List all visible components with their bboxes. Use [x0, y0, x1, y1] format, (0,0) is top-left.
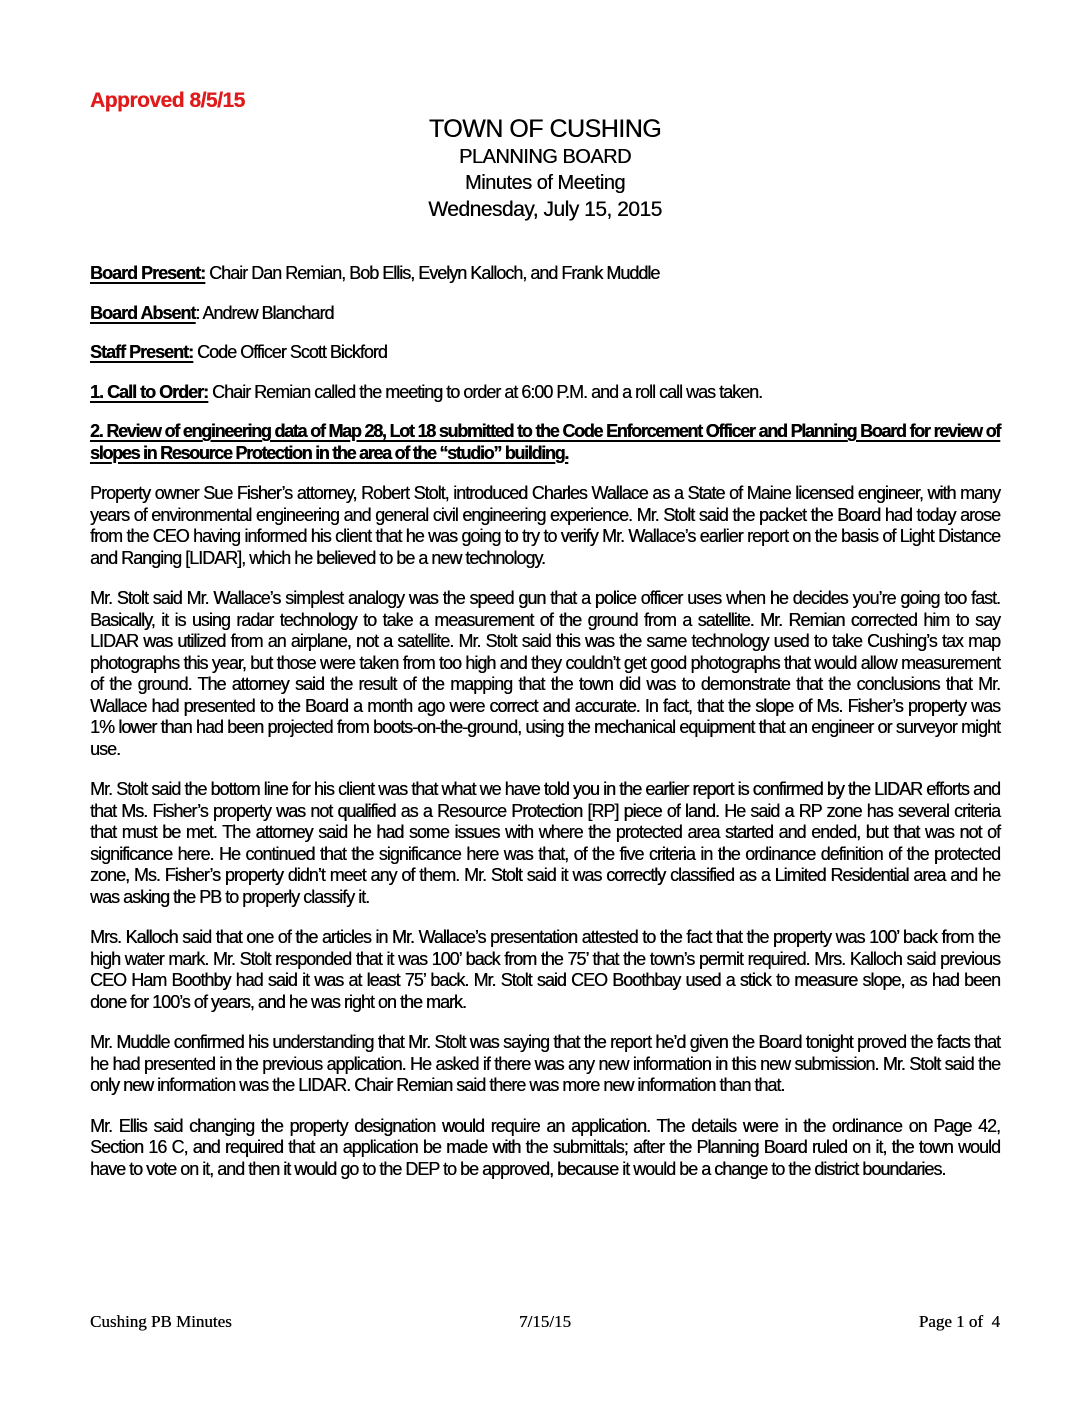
- body-paragraph-4: Mrs. Kalloch said that one of the articles in Mr. Wallace’s presentation attested to the fact that the property was 100’ back from the high water mark. Mr. Stolt responded that it was 100’ back from the 75’ that the town’s permit required. Mrs. Kalloch said previous CEO Ham Boothby had said it was at least 75’ back. Mr. Stolt said CEO Boothbay used a stick to measure slope, as had been done for 100’s of years, and he was right on the mark.: [90, 927, 1000, 1012]
- roster-text-board-present: Chair Dan Remian, Bob Ellis, Evelyn Kalloch, and Frank Muddle: [209, 263, 660, 283]
- doc-title: TOWN OF CUSHING: [428, 115, 662, 143]
- roster-text-staff-present: Code Officer Scott Bickford: [197, 342, 387, 362]
- footer-doc-name: Cushing PB Minutes: [90, 1312, 232, 1331]
- roster-row-board-present: [90, 263, 1000, 285]
- footer-page-number: Page 1 of 4: [918, 1312, 1000, 1331]
- roster-row-staff-present: [90, 342, 1000, 364]
- roster-separator: :: [195, 302, 203, 323]
- footer-date: 7/15/15: [519, 1312, 571, 1331]
- agenda-item-1: [90, 382, 1000, 404]
- page-footer: [90, 1312, 1000, 1332]
- doc-subtitle-minutes: Minutes of Meeting: [465, 172, 625, 194]
- body-paragraph-5: Mr. Muddle confirmed his understanding that Mr. Stolt was saying that the report he’d given the Board tonight proved the facts that he had presented in the previous application. He asked if there was any new information in this new submission. Mr. Stolt said the only new information was the LIDAR. Chair Remian said there was more new information than that.: [90, 1032, 1000, 1095]
- approved-stamp: Approved 8/5/15: [90, 89, 245, 112]
- roster-text-board-absent: Andrew Blanchard: [202, 302, 334, 323]
- title-block: [90, 114, 1000, 223]
- doc-subtitle-board: PLANNING BOARD: [459, 146, 631, 168]
- agenda-item-1-heading: 1. Call to Order:: [90, 381, 209, 402]
- body-paragraph-2: Mr. Stolt said Mr. Wallace’s simplest analogy was the speed gun that a police officer uses when he decides you’re going too fast. Basically, it is using radar technology to take a measurement of the ground from a satellite. Mr. Remian corrected him to say LIDAR was utilized from an airplane, not a satellite. Mr. Stolt said this was the same technology used to take Cushing’s tax map photographs this year, but those were taken from too high and they couldn’t get good photographs that would allow measurement of the ground. The attorney said the result of the mapping that the town did was to demonstrate that the conclusions that Mr. Wallace had presented to the Board a month ago were correct and accurate. In fact, that the slope of Ms. Fisher’s property was 1% lower than had been projected from boots-on-the-ground, using the mechanical equipment that an engineer or surveyor might use.: [90, 588, 1000, 759]
- body-paragraph-1: Property owner Sue Fisher’s attorney, Robert Stolt, introduced Charles Wallace as a State of Maine licensed engineer, with many years of environmental engineering and general civil engineering experience. Mr. Stolt said the packet the Board had today arose from the CEO having informed his client that he was going to try to verify Mr. Wallace’s earlier report on the basis of Light Distance and Ranging [LIDAR], which he believed to be a new technology.: [90, 483, 1000, 568]
- roster-label-board-present: Board Present:: [90, 263, 206, 283]
- doc-meeting-date: Wednesday, July 15, 2015: [428, 198, 662, 221]
- body-paragraph-3: Mr. Stolt said the bottom line for his client was that what we have told you in the earlier report is confirmed by the LIDAR efforts and that Ms. Fisher’s property was not qualified as a Resource Protection [RP] piece of land. He said a RP zone has several criteria that must be met. The attorney said he had some issues with where the protected area started and ended, but that was not of significance here. He continued that the significance here was that, of the five criteria in the ordinance definition of the protected zone, Ms. Fisher’s property didn’t meet any of them. Mr. Stolt said it was correctly classified as a Limited Residential area and he was asking the PB to properly classify it.: [90, 779, 1000, 907]
- agenda-item-1-text: Chair Remian called the meeting to order at 6:00 P.M. and a roll call was taken.: [212, 381, 763, 402]
- agenda-item-2-heading: 2. Review of engineering data of Map 28, Lot 18 submitted to the Code Enforcement Officer and Planning Board for review of slopes in Resource Protection in the area of the “studio” building.: [90, 421, 1000, 463]
- body-paragraph-6: Mr. Ellis said changing the property designation would require an application. The details were in the ordinance on Page 42, Section 16 C, and required that an application be made with the submittals; after the Planning Board ruled on it, the town would have to vote on it, and then it would go to the DEP to be approved, because it would be a change to the district boundaries.: [90, 1115, 1000, 1179]
- roster-row-board-absent: [90, 303, 1000, 325]
- roster-label-board-absent: Board Absent: [90, 302, 196, 323]
- roster-label-staff-present: Staff Present:: [90, 342, 194, 362]
